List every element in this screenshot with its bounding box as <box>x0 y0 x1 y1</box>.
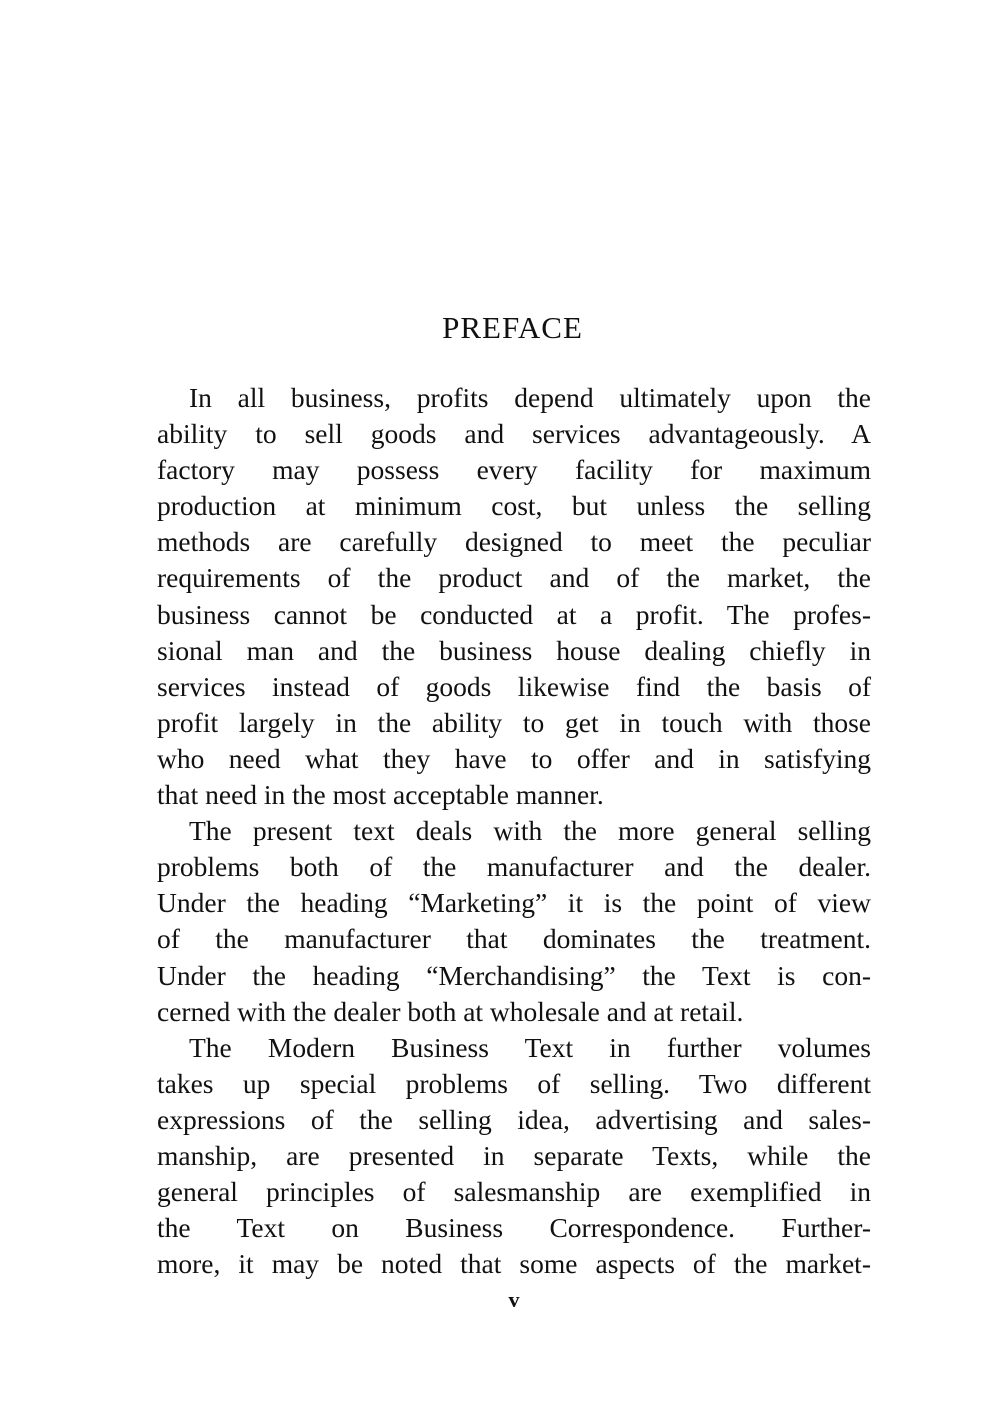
text-line: sional man and the business house dealing chiefly in <box>157 634 871 666</box>
preface-body <box>157 380 871 1282</box>
text-line: profit largely in the ability to get in touch with those <box>157 706 871 738</box>
text-line: who need what they have to offer and in satisfying <box>157 742 871 774</box>
text-line: In all business, profits depend ultimately upon the <box>189 382 871 413</box>
paragraph-3 <box>157 1030 871 1283</box>
text-line: the Text on Business Correspondence. Further- <box>157 1212 871 1244</box>
text-line: methods are carefully designed to meet the peculiar <box>157 526 871 558</box>
text-line: production at minimum cost, but unless the selling <box>157 490 871 522</box>
text-line: The present text deals with the more general selling <box>189 815 871 847</box>
text-line: requirements of the product and of the market, the <box>157 562 871 594</box>
text-line: services instead of goods likewise find the basis of <box>157 670 871 702</box>
text-line: manship, are presented in separate Texts, while the <box>157 1139 871 1171</box>
text-line: The Modern Business Text in further volumes <box>189 1031 871 1063</box>
text-line: factory may possess every facility for maximum <box>157 454 871 486</box>
text-line: cerned with the dealer both at wholesale and at retail. <box>157 995 744 1027</box>
text-line: Under the heading “Marketing” it is the point of view <box>157 887 871 919</box>
text-line: that need in the most acceptable manner. <box>157 779 604 811</box>
text-line: more, it may be noted that some aspects of the market- <box>157 1248 871 1280</box>
text-line: of the manufacturer that dominates the treatment. <box>157 923 871 955</box>
text-line: expressions of the selling idea, advertising and sales- <box>157 1103 871 1135</box>
text-line: business cannot be conducted at a profit. The profes- <box>157 598 871 630</box>
text-line: ability to sell goods and services advantageously. A <box>157 418 871 450</box>
text-line: general principles of salesmanship are exemplified in <box>157 1176 871 1208</box>
page-number: v <box>508 1287 520 1312</box>
text-line: problems both of the manufacturer and the dealer. <box>157 851 871 883</box>
text-line: Under the heading “Merchandising” the Text is con- <box>157 959 871 991</box>
text-line: takes up special problems of selling. Two different <box>157 1067 871 1099</box>
paragraph-1 <box>157 380 871 813</box>
paragraph-2 <box>157 813 871 1030</box>
page-title: PREFACE <box>442 310 583 345</box>
